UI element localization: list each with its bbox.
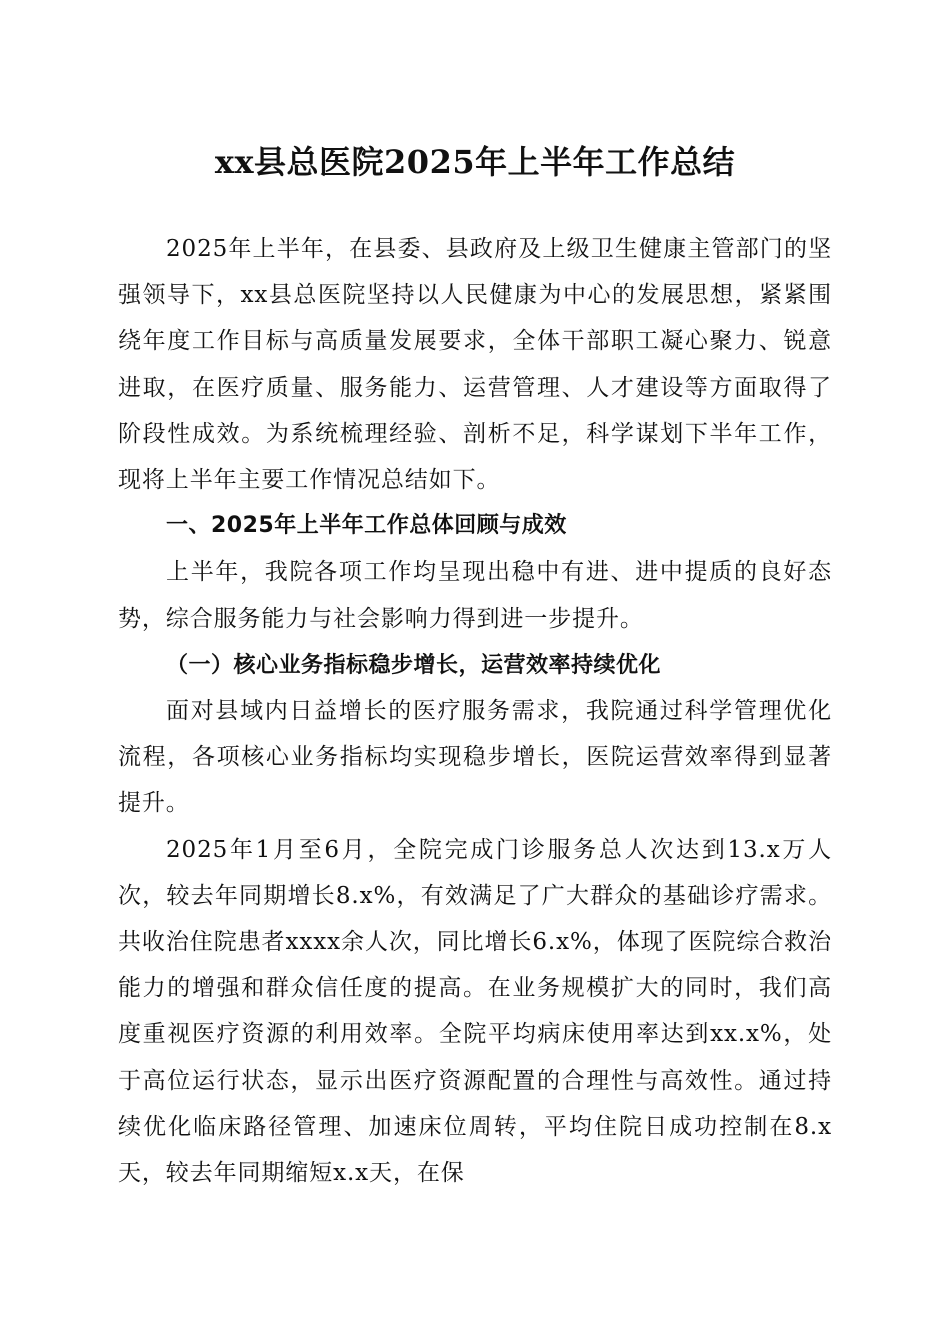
document-body: [118, 226, 832, 1196]
subsection-1-paragraph-1: 面对县域内日益增长的医疗服务需求，我院通过科学管理优化流程，各项核心业务指标均实现稳步增长，医院运营效率得到显著提升。: [118, 698, 832, 817]
document-title: xx县总医院2025年上半年工作总结: [214, 143, 736, 181]
section-1-heading: 一、2025年上半年工作总体回顾与成效: [166, 513, 567, 539]
subsection-1-paragraph-2: 2025年1月至6月，全院完成门诊服务总人次达到13.x万人次，较去年同期增长8.x%，有效满足了广大群众的基础诊疗需求。共收治住院患者xxxx余人次，同比增长6.x%，体现了医院综合救治能力的增强和群众信任度的提高。在业务规模扩大的同时，我们高度重视医疗资源的利用效率。全院平均病床使用率达到xx.x%，处于高位运行状态，显示出医疗资源配置的合理性与高效性。通过持续优化临床路径管理、加速床位周转，平均住院日成功控制在8.x天，较去年同期缩短x.x天，在保: [118, 836, 832, 1187]
section-1-summary: 上半年，我院各项工作均呈现出稳中有进、进中提质的良好态势，综合服务能力与社会影响力得到进一步提升。: [118, 559, 832, 632]
subsection-1-heading: （一）核心业务指标稳步增长，运营效率持续优化: [166, 651, 662, 678]
intro-paragraph: 2025年上半年，在县委、县政府及上级卫生健康主管部门的坚强领导下，xx县总医院坚持以人民健康为中心的发展思想，紧紧围绕年度工作目标与高质量发展要求，全体干部职工凝心聚力、锐意进取，在医疗质量、服务能力、运营管理、人才建设等方面取得了阶段性成效。为系统梳理经验、剖析不足，科学谋划下半年工作，现将上半年主要工作情况总结如下。: [118, 236, 832, 494]
